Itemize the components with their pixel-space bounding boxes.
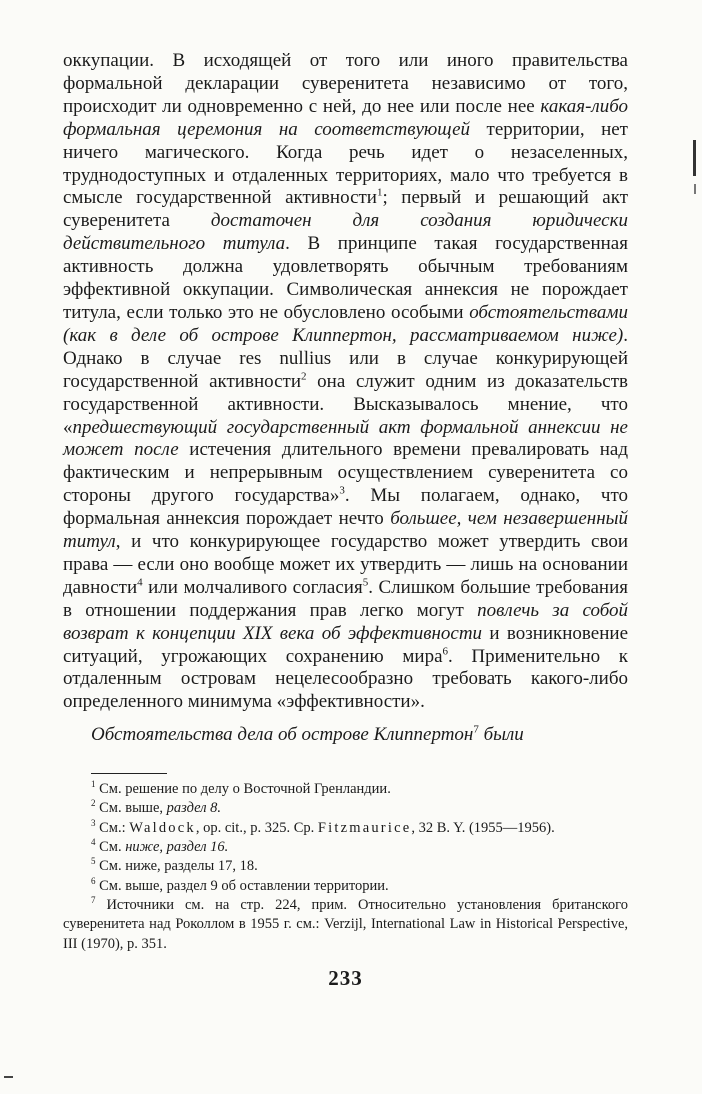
page-number: 233 (328, 965, 363, 990)
footnote-7: $^7$ Источники см. на стр. 224, прим. Относительно установления британского суверенитета над Роколлом в 1955 г. см.: Verzijl, International Law in Historical Perspective, III (1970), p. 351. (63, 895, 628, 952)
margin-mark (694, 184, 696, 194)
margin-mark (693, 140, 696, 176)
margin-mark (4, 1076, 13, 1078)
footnote-4: $^4$ См. ниже, раздел 16. (91, 837, 229, 856)
document-page (63, 50, 628, 991)
paragraph-1: оккупации. В исходящей от того или иного правительства формальной декларации суверенитета независимо от того, происходит ли одновременно с ней, до нее или после нее какая-либо формальная церемония на соответствующей территории, нет ничего магического. Когда речь идет о незаселенных, труднодоступных и отдаленных территориях, мало что требуется в смысле государственной активности$^1$; первый и решающий акт суверенитета достаточен для создания юридически действительного титула. В принципе такая государственная активность должна удовлетворять обычным требованиям эффективной оккупации. Символическая аннексия не порождает титула, если только это не обусловлено особыми обстоятельствами (как в деле об острове Клиппертон, рассматриваемом ниже). Однако в случае res nullius или в случае конкурирующей государственной активности$^2$ она служит одним из доказательств государственной активности. Высказывалось мнение, что «предшествующий государственный акт формальной аннексии не может после истечения длительного времени превалировать над фактическим и непрерывным осуществлением суверенитета со стороны другого государства»$^3$. Мы полагаем, однако, что формальная аннексия порождает нечто большее, чем незавершенный титул, и что конкурирующее государство может утвердить свои права — если оно вообще может их утвердить — лишь на основании давности$^4$ или молчаливого согласия$^5$. Слишком большие требования в отношении поддержания прав легко могут повлечь за собой возврат к концепции XIX века об эффективности и возникновение ситуаций, угрожающих сохранению мира$^6$. Применительно к отдаленным островам нецелесообразно требовать какого-либо определенного минимума «эффективности». (63, 50, 629, 713)
footnote-6: $^6$ См. выше, раздел 9 об оставлении территории. (91, 875, 389, 894)
footnote-separator (91, 773, 167, 774)
footnote-2: $^2$ См. выше, раздел 8. (91, 798, 222, 817)
footnote-1: $^1$ См. решение по делу о Восточной Гренландии. (91, 779, 391, 798)
footnotes (63, 780, 628, 954)
body-text (63, 50, 628, 747)
footnote-3: $^3$ См.: Waldock, op. cit., p. 325. Cp. Fitzmaurice, 32 B. Y. (1955—1956). (91, 817, 555, 836)
footnote-5: $^5$ См. ниже, разделы 17, 18. (91, 856, 258, 875)
paragraph-2: Обстоятельства дела об острове Клиппертон$^7$ были (91, 723, 524, 746)
